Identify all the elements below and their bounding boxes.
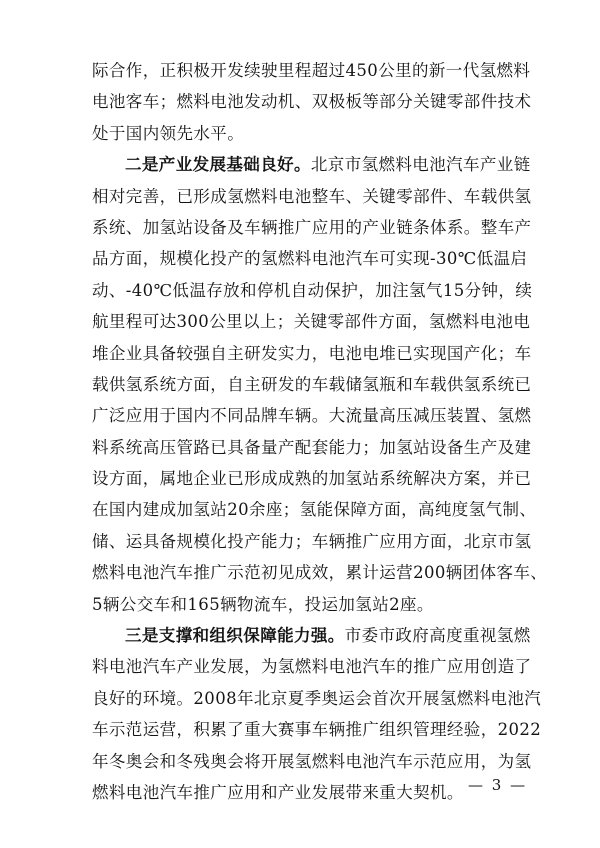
text-line: 系统、加氢站设备及车辆推广应用的产业链条体系。整车产 <box>92 217 532 237</box>
page-number: — 3 — <box>468 776 528 794</box>
text-line: 广泛应用于国内不同品牌车辆。大流量高压减压装置、氢燃 <box>92 406 532 426</box>
text-line: 电池客车；燃料电池发动机、双极板等部分关键零部件技术 <box>92 92 532 112</box>
text-line: 际合作，正积极开发续驶里程超过450公里的新一代氢燃料 <box>92 61 531 80</box>
section-heading-2: 二是产业发展基础良好。 <box>125 155 311 175</box>
text-line: 料电池汽车产业发展，为氢燃料电池汽车的推广应用创造了 <box>92 657 532 677</box>
text-line: 设方面，属地企业已形成成熟的加氢站系统解决方案，并已 <box>92 469 532 489</box>
text-line: 5辆公交车和165辆物流车，投运加氢站2座。 <box>92 594 434 614</box>
paragraph-3-first-line <box>92 620 531 651</box>
text-line: 年冬奥会和冬残奥会将开展氢燃料电池汽车示范应用，为氢 <box>92 751 532 771</box>
section-heading-3: 三是支撑和组织保障能力强。 <box>125 626 345 646</box>
text-line: 在国内建成加氢站20余座；氢能保障方面，高纯度氢气制、 <box>92 500 537 520</box>
paragraph-2-first-line <box>92 149 531 180</box>
text-line: 储、运具备规模化投产能力；车辆推广应用方面，北京市氢 <box>92 531 532 551</box>
text-line: 相对完善，已形成氢燃料电池整车、关键零部件、车载供氢 <box>92 186 532 206</box>
text-line: 北京市氢燃料电池汽车产业链 <box>310 155 531 175</box>
text-line: 载供氢系统方面，自主研发的车载储氢瓶和车载供氢系统已 <box>92 374 532 394</box>
body-text <box>92 55 548 808</box>
text-line: 市委市政府高度重视氢燃 <box>344 626 531 646</box>
text-line: 燃料电池汽车推广应用和产业发展带来重大契机。 <box>92 782 464 802</box>
text-line: 车示范运营，积累了重大赛事车辆推广组织管理经验，2022 <box>92 720 542 740</box>
text-line: 燃料电池汽车推广示范初见成效，累计运营200辆团体客车、 <box>92 563 548 583</box>
text-line: 品方面，规模化投产的氢燃料电池汽车可实现-30℃低温启 <box>92 249 528 269</box>
text-line: 料系统高压管路已具备量产配套能力；加氢站设备生产及建 <box>92 437 532 457</box>
text-line: 堆企业具备较强自主研发实力，电池电堆已实现国产化；车 <box>92 343 532 363</box>
text-line: 航里程可达300公里以上；关键零部件方面，氢燃料电池电 <box>92 312 531 332</box>
text-line: 良好的环境。2008年北京夏季奥运会首次开展氢燃料电池汽 <box>92 688 542 708</box>
text-line: 动、-40℃低温存放和停机自动保护，加注氢气15分钟，续 <box>92 280 533 300</box>
text-line: 处于国内领先水平。 <box>92 123 245 143</box>
